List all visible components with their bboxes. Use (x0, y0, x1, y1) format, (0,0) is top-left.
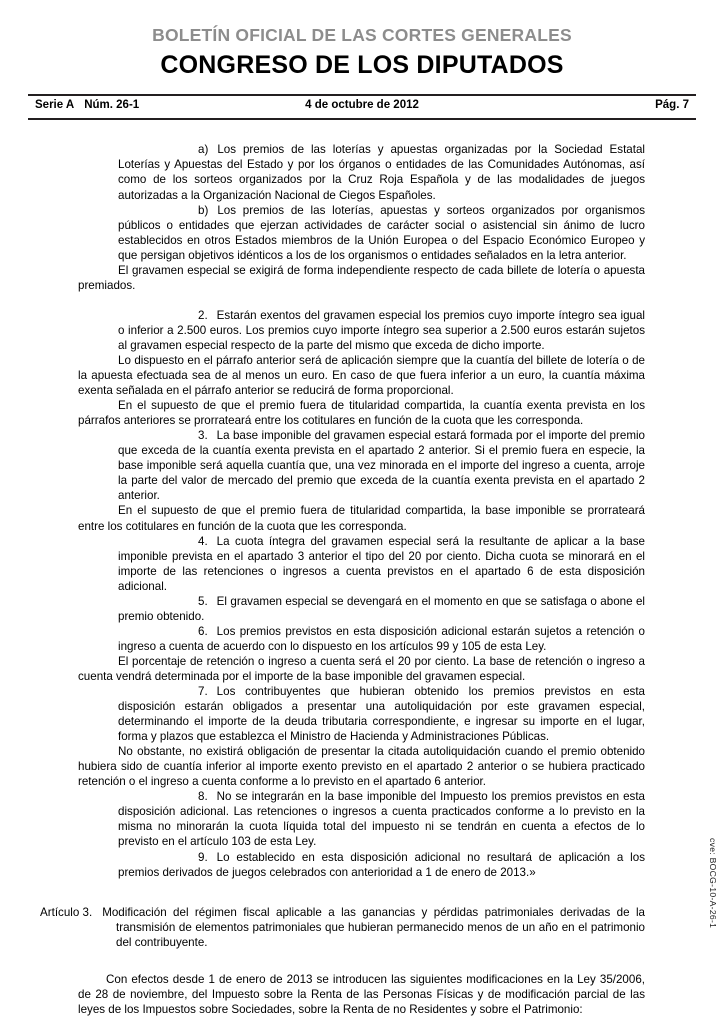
closing-text: Con efectos desde 1 de enero de 2013 se introducen las siguientes modificaciones en la Ley 35/2006, de 28 de noviembre, del Impuesto sobre la Renta de las Personas Físicas y de modificación parcial de las leyes de los Impuestos sobre Sociedades, sobre la Renta de no Residentes y sobre el Patrimonio: (78, 972, 645, 1016)
bulletin-title: BOLETÍN OFICIAL DE LAS CORTES GENERALES (152, 25, 572, 45)
paragraph-b (78, 203, 645, 263)
articulo-section (40, 905, 645, 950)
paragraph-4 (78, 534, 645, 594)
paragraph-porcentaje (78, 654, 645, 684)
paragraph-text: Los contribuyentes que hubieran obtenido los premios previstos en esta disposición estarán obligados a presentar una autoliquidación por este gravamen especial, determinando el importe de la deuda tributaria correspondiente, e ingresar su importe en el lugar, forma y plazos que establezca el Ministro de Hacienda y Administraciones Públicas. (118, 685, 645, 744)
paragraph-text: No se integrarán en la base imponible del Impuesto los premios previstos en esta disposición adicional. Las retenciones o ingresos a cuenta practicados conforme a lo previsto en la misma no minorarán la cuota líquida total del impuesto ni se tendrán en cuenta a efectos de lo previsto en el artículo 103 de esta Ley. (118, 790, 645, 849)
paragraph-5 (78, 594, 645, 624)
paragraph-text: Lo establecido en esta disposición adicional no resultará de aplicación a los premios derivados de juegos celebrados con anterioridad a 1 de enero de 2013.» (118, 850, 645, 879)
paragraph-text: Lo dispuesto en el párrafo anterior será de aplicación siempre que la cuantía del billete de lotería o de la apuesta efectuada sea de al menos un euro. En caso de que fuera inferior a un euro, la cuantía máxima exenta señalada en el párrafo anterior se reducirá de forma proporcional. (78, 353, 645, 398)
paragraph-gravamen-independiente (78, 263, 645, 293)
paragraph-7 (78, 684, 645, 744)
paragraph-text: Estarán exentos del gravamen especial los premios cuyo importe íntegro sea igual o inferior a 2.500 euros. Los premios cuyo importe íntegro sea superior a 2.500 euros estarán sujetos al gravamen especial respecto de la parte del mismo que exceda de dicho importe. (118, 308, 645, 352)
closing-paragraph (78, 972, 645, 1017)
paragraph-a (78, 142, 645, 202)
paragraph-text: El porcentaje de retención o ingreso a cuenta será el 20 por ciento. La base de retención o ingreso a cuenta vendrá determinada por el importe de la base imponible del gravamen especial. (78, 654, 645, 683)
paragraph-8 (78, 789, 645, 849)
paragraph-text: Los premios de las loterías y apuestas organizadas por la Sociedad Estatal Loterías y Apuestas del Estado y por los órganos o entidades de las Comunidades Autónomas, así como de los sorteos organizados por la Cruz Roja Española y de las modalidades de juegos autorizadas a la Organización Nacional de Ciegos Españoles. (118, 143, 645, 202)
paragraph-text: Los premios de las loterías, apuestas y sorteos organizados por organismos públicos o entidades que ejerzan actividades de carácter social o asistencial sin ánimo de lucro establecidos en otros Estados miembros de la Unión Europea o del Espacio Económico Europeo y que persigan objetivos idénticos a los de los organismos o entidades señalados en la letra anterior. (118, 203, 645, 262)
paragraph-marker: b) (198, 203, 209, 217)
paragraph-marker: 8. (198, 790, 208, 804)
paragraph-text: En el supuesto de que el premio fuera de titularidad compartida, la base imponible se prorrateará entre los cotitulares en función de la cuota que les corresponda. (78, 504, 645, 533)
paragraph-2 (78, 308, 645, 353)
paragraph-marker: 3. (198, 429, 208, 443)
paragraph-supuesto-titularidad-1 (78, 398, 645, 428)
paragraph-marker: 4. (198, 534, 208, 548)
header-date: 4 de octubre de 2012 (305, 99, 419, 112)
paragraph-marker: 7. (198, 685, 208, 699)
header-series-label: Serie A (35, 99, 75, 112)
paragraph-marker: 2. (198, 308, 208, 322)
articulo-text: Modificación del régimen fiscal aplicable a las ganancias y pérdidas patrimoniales derivadas de la transmisión de elementos patrimoniales que hubieran permanecido menos de un año en el patrimonio del contribuyente. (102, 905, 645, 949)
header-page-number: Pág. 7 (655, 99, 689, 112)
paragraph-3 (78, 428, 645, 503)
paragraph-supuesto-titularidad-2 (78, 503, 645, 533)
paragraph-text: En el supuesto de que el premio fuera de titularidad compartida, la cuantía exenta prevista en los párrafos anteriores se prorrateará entre los cotitulares en función de la cuota que les corresponda. (78, 399, 645, 428)
articulo-label: Artículo 3. (40, 905, 93, 919)
paragraph-6 (78, 624, 645, 654)
paragraph-text: Los premios previstos en esta disposición adicional estarán sujetos a retención o ingreso a cuenta de acuerdo con lo dispuesto en los artículos 99 y 105 de esta Ley. (118, 624, 645, 653)
paragraph-marker: 5. (198, 594, 208, 608)
paragraph-text: La base imponible del gravamen especial estará formada por el importe del premio que exceda de la cuantía exenta prevista en el apartado 2 anterior. Si el premio fuera en especie, la base imponible será aquella cuantía que, una vez minorada en el importe del ingreso a cuenta, arroje la parte del valor de mercado del premio que exceda de la cuantía exenta prevista en el apartado 2 anterior. (118, 429, 645, 503)
paragraph-text: El gravamen especial se devengará en el momento en que se satisfaga o abone el premio obtenido. (118, 594, 645, 623)
paragraph-marker: 6. (198, 624, 208, 638)
document-body (78, 142, 645, 879)
chamber-title: CONGRESO DE LOS DIPUTADOS (160, 51, 564, 80)
header-issue-number: Núm. 26-1 (84, 99, 140, 112)
paragraph-text: La cuota íntegra del gravamen especial será la resultante de aplicar a la base imponible prevista en el apartado 3 anterior el tipo del 20 por ciento. Dicha cuota se minorará en el importe de las retenciones o ingresos a cuenta previstos en el apartado 6 de esta disposición adicional. (118, 534, 645, 593)
articulo-paragraph (40, 905, 645, 950)
header-bar (28, 94, 696, 120)
masthead (0, 0, 724, 81)
paragraph-9 (78, 850, 645, 880)
paragraph-no-obstante (78, 744, 645, 789)
paragraph-marker: 9. (198, 850, 208, 864)
paragraph-marker: a) (198, 143, 209, 157)
paragraph-text: No obstante, no existirá obligación de presentar la citada autoliquidación cuando el premio obtenido hubiera sido de cuantía inferior al importe exento previsto en el apartado 2 anterior o se hubiera practicado retención o el ingreso a cuenta conforme a lo previsto en el apartado 6 anterior. (78, 745, 645, 789)
paragraph-lo-dispuesto (78, 353, 645, 398)
paragraph-text: El gravamen especial se exigirá de forma independiente respecto de cada billete de lotería o apuesta premiados. (78, 263, 645, 292)
cve-code: cve: BOCG-10-A-26-1 (708, 838, 718, 929)
